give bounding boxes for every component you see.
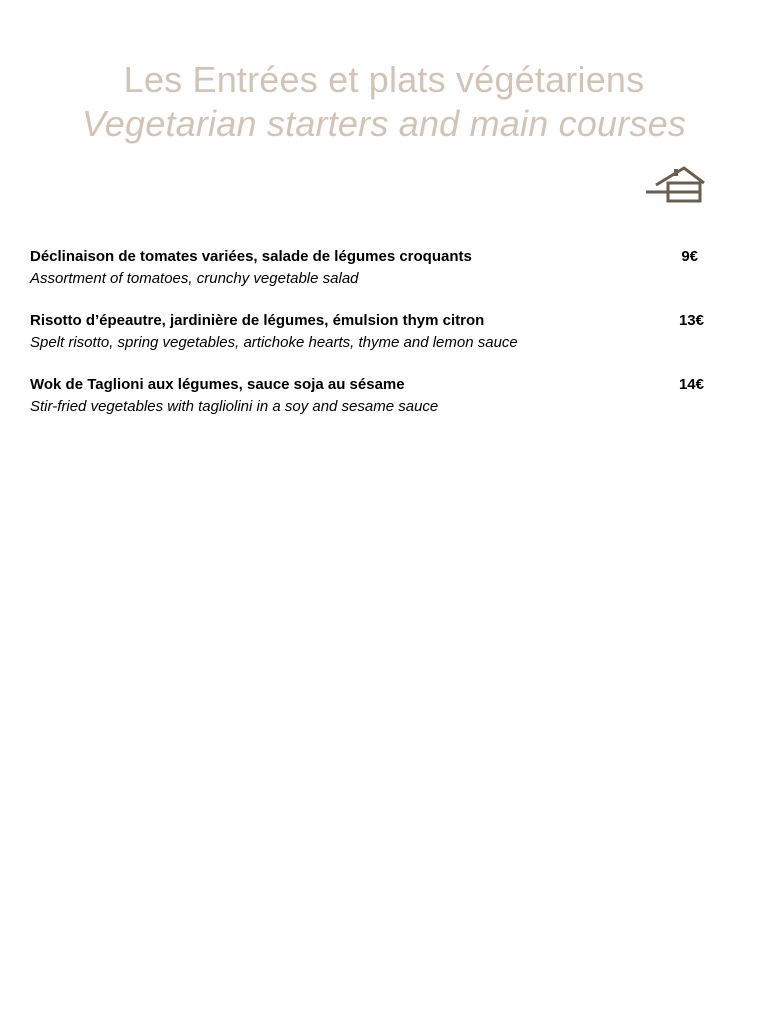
menu-item-price: 14€ <box>678 376 704 393</box>
menu-item-price: 9€ <box>681 248 698 265</box>
page-header <box>0 58 768 146</box>
page-title-english: Vegetarian starters and main courses <box>81 103 687 144</box>
menu-item-name-english: Spelt risotto, spring vegetables, artichoke hearts, thyme and lemon sauce <box>30 334 518 351</box>
menu-item <box>30 246 706 290</box>
menu-item-price: 13€ <box>678 312 704 329</box>
menu-item-name-french: Déclinaison de tomates variées, salade de légumes croquants <box>30 248 472 265</box>
menu-list <box>30 246 706 438</box>
page-title-french: Les Entrées et plats végétariens <box>123 59 645 100</box>
house-icon <box>646 164 706 208</box>
menu-item <box>30 310 706 354</box>
menu-item-name-english: Assortment of tomatoes, crunchy vegetable salad <box>30 270 359 287</box>
menu-item <box>30 374 706 418</box>
menu-item-name-french: Wok de Taglioni aux légumes, sauce soja au sésame <box>30 376 405 393</box>
menu-item-name-french: Risotto d’épeautre, jardinière de légumes, émulsion thym citron <box>30 312 485 329</box>
menu-item-name-english: Stir-fried vegetables with tagliolini in a soy and sesame sauce <box>30 398 439 415</box>
